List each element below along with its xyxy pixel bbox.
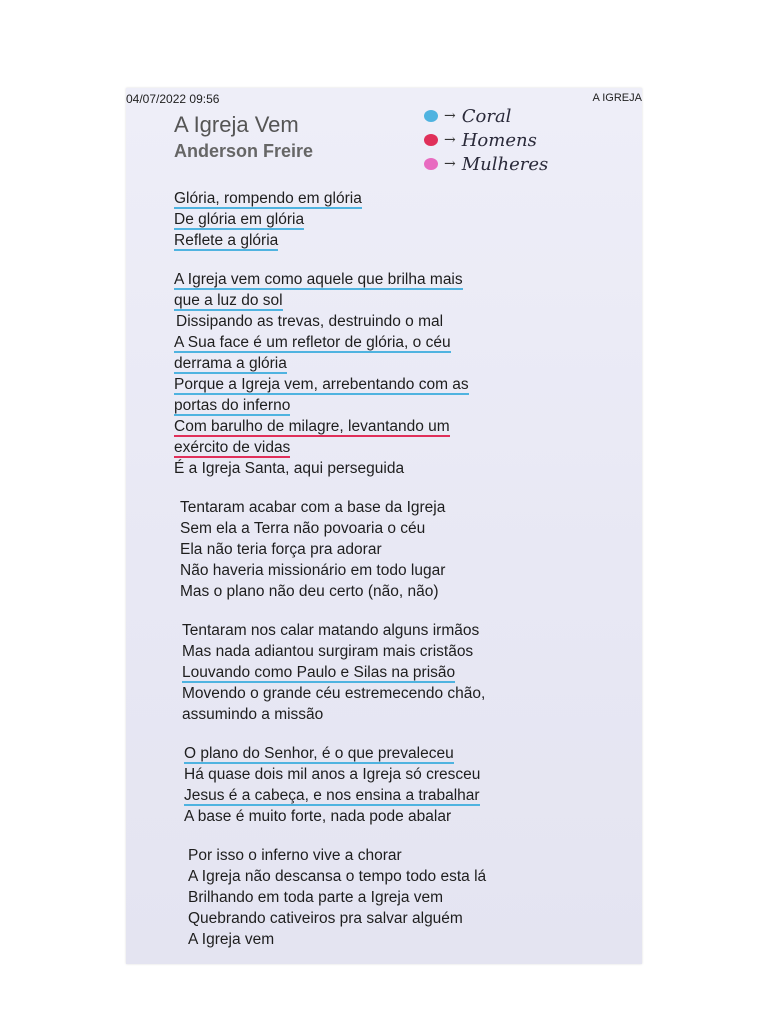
lyric-line: assumindo a missão [182,706,324,723]
lyric-line: Louvando como Paulo e Silas na prisão [182,664,456,681]
song-title: A Igreja Vem [174,112,299,137]
lyric-line: A Igreja vem como aquele que brilha mais [174,271,463,288]
stanza [174,620,642,725]
stanza [174,845,642,950]
print-timestamp: 04/07/2022 09:56 [126,92,220,106]
lyric-line: Reflete a glória [174,232,279,249]
legend-item-mulheres [424,152,634,176]
lyric-line: A Igreja vem [188,931,275,948]
lyric-line: É a Igreja Santa, aqui perseguida [174,460,405,477]
legend-item-homens [424,128,634,152]
lyric-line: A base é muito forte, nada pode abalar [184,808,452,825]
lyric-line: Jesus é a cabeça, e nos ensina a trabalhar [184,787,480,804]
lyric-line: A Sua face é um refletor de glória, o céu [174,334,451,351]
lyrics-sheet [126,88,642,964]
arrow-right-icon: → [444,132,456,148]
lyric-line: Quebrando cativeiros pra salvar alguém [188,910,463,927]
lyrics-body [174,188,642,964]
legend-label: Mulheres [461,153,549,175]
lyric-line: Não haveria missionário em todo lugar [180,562,446,579]
legend-label: Coral [461,105,512,127]
pink-dot-icon [424,158,438,170]
lyric-line: Mas o plano não deu certo (não, não) [180,583,439,600]
lyric-line: Brilhando em toda parte a Igreja vem [188,889,444,906]
lyric-line: Com barulho de milagre, levantando um [174,418,450,435]
lyric-line: Tentaram nos calar matando alguns irmãos [182,622,480,639]
lyric-line: A Igreja não descansa o tempo todo esta lá [188,868,487,885]
arrow-right-icon: → [444,156,456,172]
lyric-line: Por isso o inferno vive a chorar [188,847,402,864]
stanza [174,269,642,479]
lyric-line: De glória em glória [174,211,305,228]
legend-item-coral [424,104,634,128]
red-dot-icon [424,134,438,146]
lyric-line: Porque a Igreja vem, arrebentando com as [174,376,469,393]
legend-label: Homens [461,129,537,151]
lyric-line: Tentaram acabar com a base da Igreja [180,499,446,516]
lyric-line: Dissipando as trevas, destruindo o mal [176,313,444,330]
stanza [174,743,642,827]
lyric-line: exército de vidas [174,439,291,456]
blue-dot-icon [424,110,438,122]
lyric-line: Glória, rompendo em glória [174,190,362,207]
lyric-line: portas do inferno [174,397,291,414]
arrow-right-icon: → [444,108,456,124]
lyric-line: Sem ela a Terra não povoaria o céu [180,520,426,537]
stanza [174,497,642,602]
lyric-line: Há quase dois mil anos a Igreja só cresceu [184,766,481,783]
stanza [174,188,642,251]
lyric-line: Ela não teria força pra adorar [180,541,382,558]
lyric-line: que a luz do sol [174,292,283,309]
lyric-line: O plano do Senhor, é o que prevaleceu [184,745,454,762]
lyric-line: Movendo o grande céu estremecendo chão, [182,685,486,702]
song-artist: Anderson Freire [174,141,314,161]
lyric-line: derrama a glória [174,355,287,372]
print-header-title: A IGREJA [592,92,642,104]
lyric-line: Mas nada adiantou surgiram mais cristãos [182,643,474,660]
voice-legend [424,104,634,176]
